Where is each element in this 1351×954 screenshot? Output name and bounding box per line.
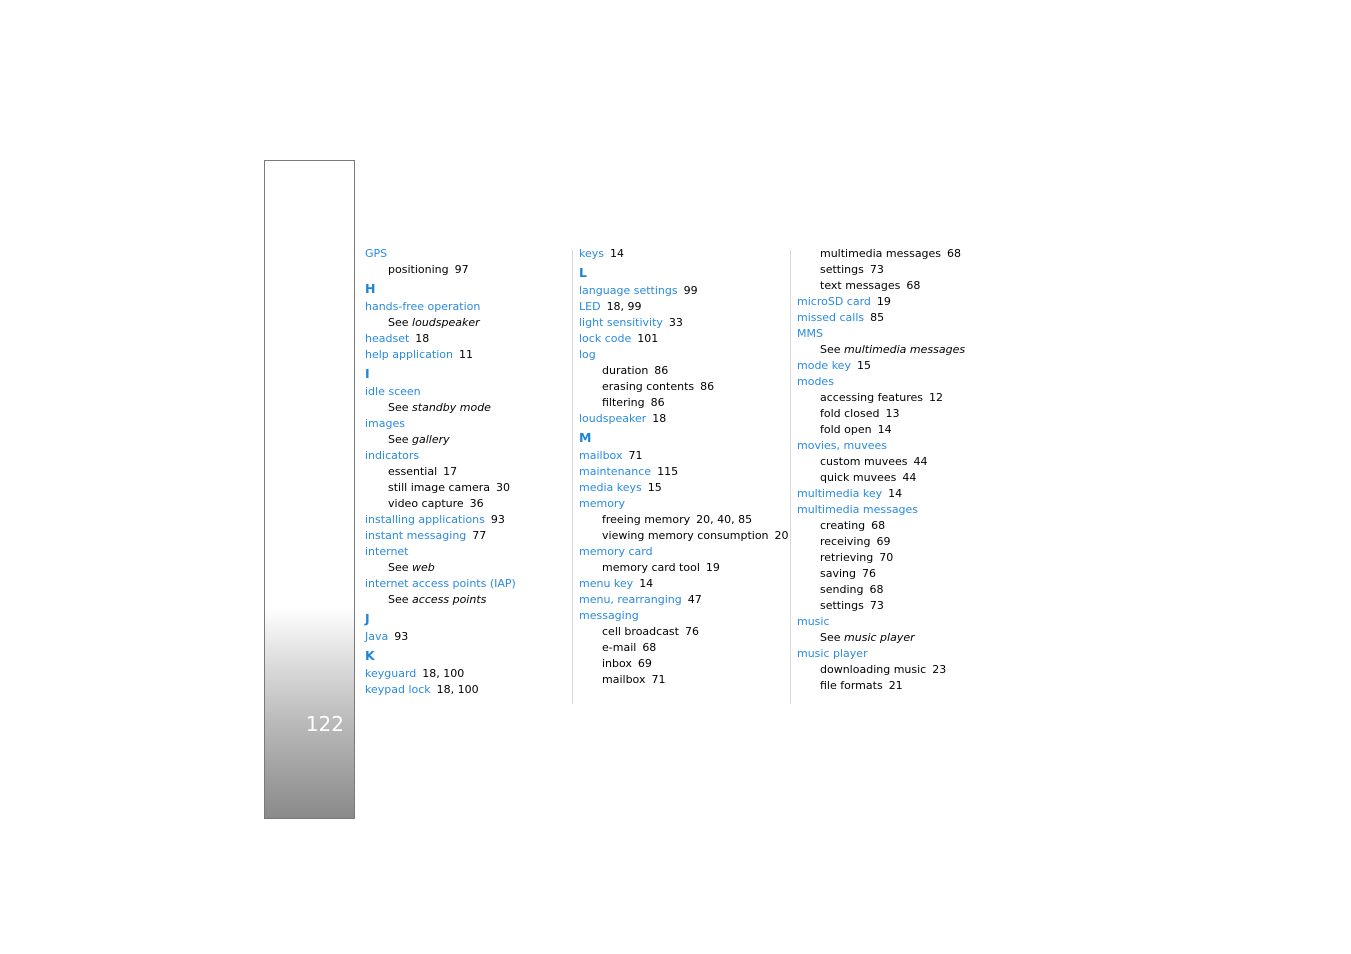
index-term-link[interactable]: messaging: [579, 609, 639, 622]
page-refs: 73: [869, 263, 884, 276]
index-subentry: [365, 262, 580, 278]
index-entry: [365, 666, 580, 682]
index-subentry: [797, 246, 1012, 262]
index-entry: [579, 283, 794, 299]
page-refs: 85: [870, 311, 885, 324]
index-entry: [365, 682, 580, 698]
index-entry: [797, 326, 1012, 342]
page-refs: 14: [888, 487, 903, 500]
index-entry: [579, 331, 794, 347]
page-refs: 18, 100: [436, 683, 479, 696]
page-refs: 76: [684, 625, 699, 638]
page-refs: 15: [647, 481, 662, 494]
page-refs: 44: [902, 471, 917, 484]
page-refs: 99: [683, 284, 698, 297]
page-refs: 19: [876, 295, 891, 308]
index-entry: [579, 315, 794, 331]
see-label: See: [388, 401, 409, 414]
index-term-link[interactable]: menu, rearranging: [579, 593, 682, 606]
page-refs: 17: [443, 465, 458, 478]
index-column-2: [579, 246, 794, 688]
page-refs: 13: [885, 407, 900, 420]
index-subentry: [797, 598, 1012, 614]
index-subentry: [579, 395, 794, 411]
index-term-link[interactable]: help application: [365, 348, 453, 361]
index-letter-heading: K: [365, 648, 375, 663]
index-entry: [579, 464, 794, 480]
index-subentry: [797, 678, 1012, 694]
index-term-link[interactable]: internet access points (IAP): [365, 577, 516, 590]
index-entry: [797, 614, 1012, 630]
index-entry: [579, 411, 794, 427]
subentry-text: retrieving: [820, 551, 874, 564]
index-entry: [365, 629, 580, 645]
index-subentry: [579, 640, 794, 656]
subentry-text: file formats: [820, 679, 883, 692]
page-refs: 68: [947, 247, 962, 260]
index-subentry: [579, 379, 794, 395]
index-subentry: [797, 534, 1012, 550]
page-refs: 68: [642, 641, 657, 654]
page-refs: 69: [637, 657, 652, 670]
index-term-link[interactable]: hands-free operation: [365, 300, 481, 313]
page-refs: 77: [472, 529, 487, 542]
page-refs: 33: [668, 316, 683, 329]
index-subentry: [365, 480, 580, 496]
index-entry: [797, 358, 1012, 374]
subentry-text: custom muvees: [820, 455, 908, 468]
page-refs: 73: [869, 599, 884, 612]
index-subentry: [579, 560, 794, 576]
page-refs: 18, 99: [606, 300, 642, 313]
index-term-link[interactable]: mailbox: [579, 449, 623, 462]
index-term-link[interactable]: MMS: [797, 327, 823, 340]
index-entry: [797, 294, 1012, 310]
index-term-link[interactable]: microSD card: [797, 295, 871, 308]
subentry-text: saving: [820, 567, 856, 580]
page-refs: 68: [869, 583, 884, 596]
index-term-link[interactable]: GPS: [365, 247, 388, 260]
index-entry: [365, 246, 580, 262]
page-refs: 86: [700, 380, 715, 393]
index-term-link[interactable]: language settings: [579, 284, 678, 297]
index-term-link[interactable]: loudspeaker: [579, 412, 647, 425]
see-reference: [365, 400, 580, 416]
subentry-text: sending: [820, 583, 864, 596]
see-reference: [365, 432, 580, 448]
index-term-link[interactable]: light sensitivity: [579, 316, 663, 329]
index-term-link[interactable]: media keys: [579, 481, 642, 494]
page-refs: 70: [879, 551, 894, 564]
index-entry: [365, 528, 580, 544]
page-refs: 68: [906, 279, 921, 292]
index-term-link[interactable]: LED: [579, 300, 601, 313]
page-refs: 93: [490, 513, 505, 526]
page-refs: 115: [657, 465, 679, 478]
see-label: See: [388, 433, 409, 446]
index-entry: [579, 299, 794, 315]
see-label: See: [820, 343, 841, 356]
page-refs: 44: [913, 455, 928, 468]
index-subentry: [797, 422, 1012, 438]
subentry-text: freeing memory: [602, 513, 691, 526]
see-reference: [797, 630, 1012, 646]
page-refs: 11: [458, 348, 473, 361]
index-term-link[interactable]: music: [797, 615, 830, 628]
index-entry: [797, 374, 1012, 390]
subentry-text: still image camera: [388, 481, 491, 494]
subentry-text: multimedia messages: [820, 247, 942, 260]
page-refs: 15: [856, 359, 871, 372]
index-entry: [579, 592, 794, 608]
subentry-text: duration: [602, 364, 649, 377]
index-entry: [579, 347, 794, 363]
index-term-link[interactable]: indicators: [365, 449, 420, 462]
see-target: web: [412, 561, 435, 574]
subentry-text: filtering: [602, 396, 645, 409]
subentry-text: memory card tool: [602, 561, 700, 574]
index-term-link[interactable]: log: [579, 348, 596, 361]
index-term-link[interactable]: memory: [579, 497, 625, 510]
page-refs: 20: [774, 529, 789, 542]
index-term-link[interactable]: multimedia messages: [797, 503, 919, 516]
index-entry: [797, 310, 1012, 326]
index-entry: [797, 502, 1012, 518]
index-entry: [365, 384, 580, 400]
index-entry: [365, 544, 580, 560]
index-subentry: [365, 464, 580, 480]
index-term-link[interactable]: images: [365, 417, 405, 430]
index-entry: [579, 448, 794, 464]
index-term-link[interactable]: menu key: [579, 577, 634, 590]
index-subentry: [797, 550, 1012, 566]
index-term-link[interactable]: movies, muvees: [797, 439, 887, 452]
subentry-text: settings: [820, 263, 864, 276]
see-target: access points: [412, 593, 487, 606]
see-reference: [365, 560, 580, 576]
subentry-text: fold closed: [820, 407, 880, 420]
see-target: standby mode: [412, 401, 491, 414]
page-refs: 20, 40, 85: [696, 513, 753, 526]
index-entry: [579, 576, 794, 592]
index-subentry: [579, 672, 794, 688]
page-refs: 47: [687, 593, 702, 606]
index-entry: [579, 496, 794, 512]
index-term-link[interactable]: memory card: [579, 545, 653, 558]
see-target: multimedia messages: [844, 343, 966, 356]
index-letter-heading: I: [365, 366, 370, 381]
subentry-text: inbox: [602, 657, 632, 670]
subentry-text: positioning: [388, 263, 449, 276]
index-entry: [579, 608, 794, 624]
page-refs: 18: [652, 412, 667, 425]
see-reference: [797, 342, 1012, 358]
index-term-link[interactable]: headset: [365, 332, 410, 345]
index-entry: [797, 486, 1012, 502]
subentry-text: essential: [388, 465, 438, 478]
page-refs: 23: [932, 663, 947, 676]
index-letter-heading: L: [579, 265, 587, 280]
index-entry: [797, 438, 1012, 454]
index-term-link[interactable]: Java: [365, 630, 389, 643]
index-term-link[interactable]: installing applications: [365, 513, 485, 526]
see-label: See: [388, 593, 409, 606]
index-subentry: [579, 528, 794, 544]
page-refs: 14: [639, 577, 654, 590]
subentry-text: video capture: [388, 497, 464, 510]
subentry-text: downloading music: [820, 663, 927, 676]
page-refs: 69: [876, 535, 891, 548]
index-subentry: [797, 406, 1012, 422]
index-subentry: [797, 518, 1012, 534]
index-term-link[interactable]: maintenance: [579, 465, 652, 478]
index-entry: [365, 576, 580, 592]
see-label: See: [820, 631, 841, 644]
index-subentry: [797, 262, 1012, 278]
index-letter-heading: H: [365, 281, 376, 296]
index-entry: [579, 480, 794, 496]
index-entry: [579, 246, 794, 262]
subentry-text: e-mail: [602, 641, 637, 654]
index-column-3: [797, 246, 1012, 694]
subentry-text: creating: [820, 519, 866, 532]
index-entry: [579, 544, 794, 560]
index-subentry: [797, 662, 1012, 678]
subentry-text: settings: [820, 599, 864, 612]
see-label: See: [388, 316, 409, 329]
index-term-link[interactable]: instant messaging: [365, 529, 467, 542]
see-label: See: [388, 561, 409, 574]
index-term-link[interactable]: keys: [579, 247, 604, 260]
page-refs: 86: [650, 396, 665, 409]
index-subentry: [797, 566, 1012, 582]
index-subentry: [579, 363, 794, 379]
index-entry: [365, 347, 580, 363]
subentry-text: viewing memory consumption: [602, 529, 769, 542]
index-subentry: [797, 470, 1012, 486]
page-refs: 68: [871, 519, 886, 532]
index-term-link[interactable]: lock code: [579, 332, 632, 345]
see-target: music player: [844, 631, 915, 644]
index-term-link[interactable]: internet: [365, 545, 409, 558]
page-refs: 86: [654, 364, 669, 377]
index-entry: [365, 331, 580, 347]
see-target: loudspeaker: [412, 316, 480, 329]
page-refs: 18: [415, 332, 430, 345]
index-letter-heading: J: [365, 611, 370, 626]
subentry-text: mailbox: [602, 673, 646, 686]
index-term-link[interactable]: idle sceen: [365, 385, 421, 398]
index-column-1: [365, 246, 580, 698]
index-term-link[interactable]: music player: [797, 647, 868, 660]
page-refs: 30: [496, 481, 511, 494]
index-term-link[interactable]: keyguard: [365, 667, 417, 680]
page-refs: 21: [888, 679, 903, 692]
index-entry: [365, 512, 580, 528]
index-entry: [365, 416, 580, 432]
see-reference: [365, 315, 580, 331]
page-refs: 18, 100: [422, 667, 465, 680]
index-term-link[interactable]: multimedia key: [797, 487, 883, 500]
index-term-link[interactable]: mode key: [797, 359, 851, 372]
page-refs: 101: [637, 332, 659, 345]
index-subentry: [797, 278, 1012, 294]
page-refs: 14: [877, 423, 892, 436]
index-term-link[interactable]: missed calls: [797, 311, 865, 324]
page-refs: 76: [862, 567, 876, 580]
subentry-text: receiving: [820, 535, 871, 548]
index-subentry: [797, 454, 1012, 470]
index-subentry: [579, 624, 794, 640]
index-subentry: [579, 512, 794, 528]
subentry-text: erasing contents: [602, 380, 695, 393]
subentry-text: accessing features: [820, 391, 924, 404]
subentry-text: fold open: [820, 423, 872, 436]
page-refs: 97: [454, 263, 469, 276]
page-refs: 71: [628, 449, 643, 462]
page-refs: 36: [469, 497, 484, 510]
index-entry: [365, 448, 580, 464]
page-refs: 71: [651, 673, 666, 686]
index-entry: [365, 299, 580, 315]
subentry-text: cell broadcast: [602, 625, 679, 638]
page-refs: 19: [705, 561, 720, 574]
page-refs: 12: [929, 391, 944, 404]
index-subentry: [579, 656, 794, 672]
subentry-text: quick muvees: [820, 471, 897, 484]
index-letter-heading: M: [579, 430, 592, 445]
page-refs: 93: [394, 630, 409, 643]
index-term-link[interactable]: keypad lock: [365, 683, 431, 696]
page-refs: 14: [610, 247, 624, 260]
index-subentry: [797, 390, 1012, 406]
index-subentry: [797, 582, 1012, 598]
index-term-link[interactable]: modes: [797, 375, 834, 388]
subentry-text: text messages: [820, 279, 901, 292]
index-subentry: [365, 496, 580, 512]
page-side-tab: [264, 160, 355, 819]
see-reference: [365, 592, 580, 608]
index-entry: [797, 646, 1012, 662]
see-target: gallery: [412, 433, 450, 446]
page-number: 122: [305, 712, 344, 736]
